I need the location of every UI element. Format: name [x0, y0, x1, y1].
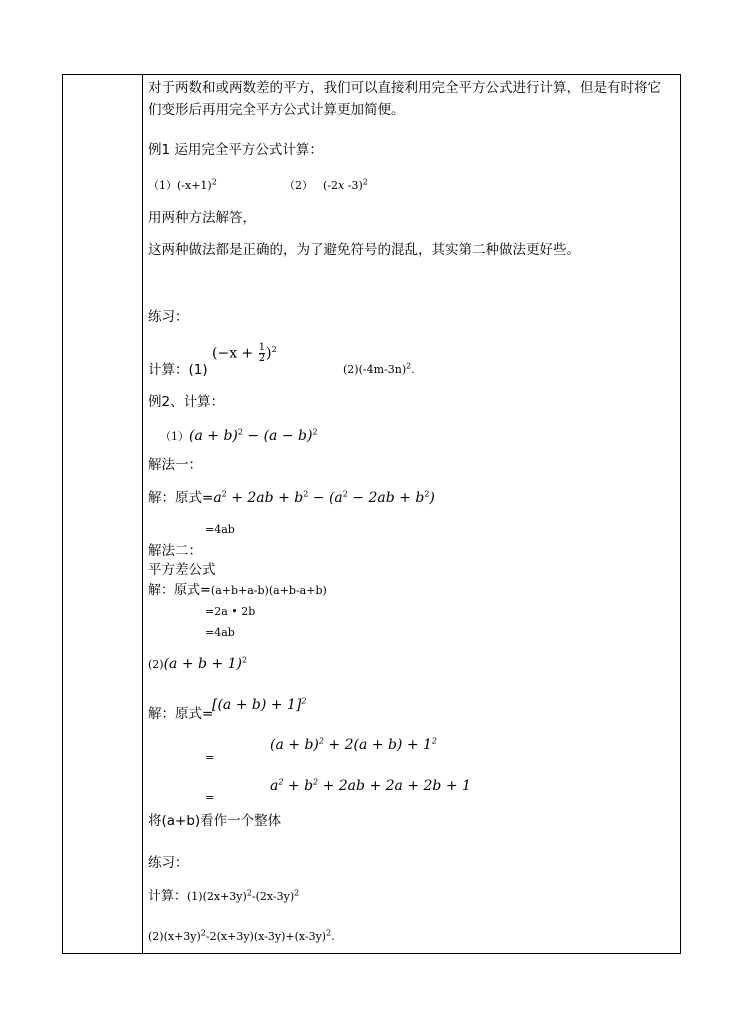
example2-part2: $(2)(a + b + 1)^2$ [148, 655, 248, 672]
method1-title: 解法一： [148, 457, 202, 473]
calc1-expression: (−x + $\frac{1}{2}$ )$^2$ [212, 342, 277, 364]
solution3-step1: $(a + b)^2 + 2(a + b) + 1^2$ [270, 736, 438, 753]
both-correct-text: 这两种做法都是正确的，为了避免符号的混乱，其实第二种做法更好些。 [148, 242, 580, 258]
practice1-title: 练习： [148, 309, 189, 325]
solution1-line: 解：原式$=a^2 + 2ab + b^2 - (a^2 - 2ab + b^2)$ [148, 489, 435, 506]
solution1-result: =4ab [205, 523, 235, 536]
practice2-item2: $(2)(x+3y)^2-2(x+3y)(x-3y)+(x-3y)^2$. [148, 928, 335, 943]
solution3-eq1: = [205, 751, 215, 764]
solution2-line1: 解：原式=(a+b+a-b)(a+b-a+b) [148, 583, 327, 598]
intro-line-2: 们变形后再用完全平方公式计算更加简便。 [148, 102, 405, 118]
example1-title: 例1 运用完全平方公式计算： [148, 142, 323, 158]
solution2-line2: =2a • 2b [205, 605, 256, 618]
example2-title: 例2、计算： [148, 394, 225, 410]
calc2-expression: $(2)(-4m-3n)^2$. [343, 361, 415, 376]
solution3-label: 解：原式= [148, 706, 214, 722]
two-methods-text: 用两种方法解答， [148, 210, 256, 226]
whole-note: 将(a+b)看作一个整体 [148, 813, 282, 829]
method2-title: 解法二： [148, 543, 202, 559]
example2-part1: $(1)(a + b)^2 - (a - b)^2$ [160, 427, 318, 444]
practice2-item1: 计算：$(1)(2x+3y)^2-(2x-3y)^2$ [148, 888, 300, 904]
solution3-step2: $a^2 + b^2 + 2ab + 2a + 2b + 1$ [270, 777, 471, 794]
practice2-title: 练习： [148, 855, 189, 871]
example1-part2: （2） (-2x -3)$^2$ [284, 177, 368, 192]
difference-of-squares: 平方差公式 [148, 562, 216, 578]
example1-part1: $(1)(-x+1)^2$ [148, 177, 217, 192]
column-divider [142, 74, 143, 954]
solution3-eq2: = [205, 791, 215, 804]
intro-line-1: 对于两数和或两数差的平方，我们可以直接利用完全平方公式进行计算，但是有时将它 [148, 80, 661, 96]
solution3-expression: $[(a + b) + 1]^2$ [212, 696, 307, 713]
solution2-line3: =4ab [205, 626, 235, 639]
calc-label: 计算：(1) [148, 362, 208, 378]
